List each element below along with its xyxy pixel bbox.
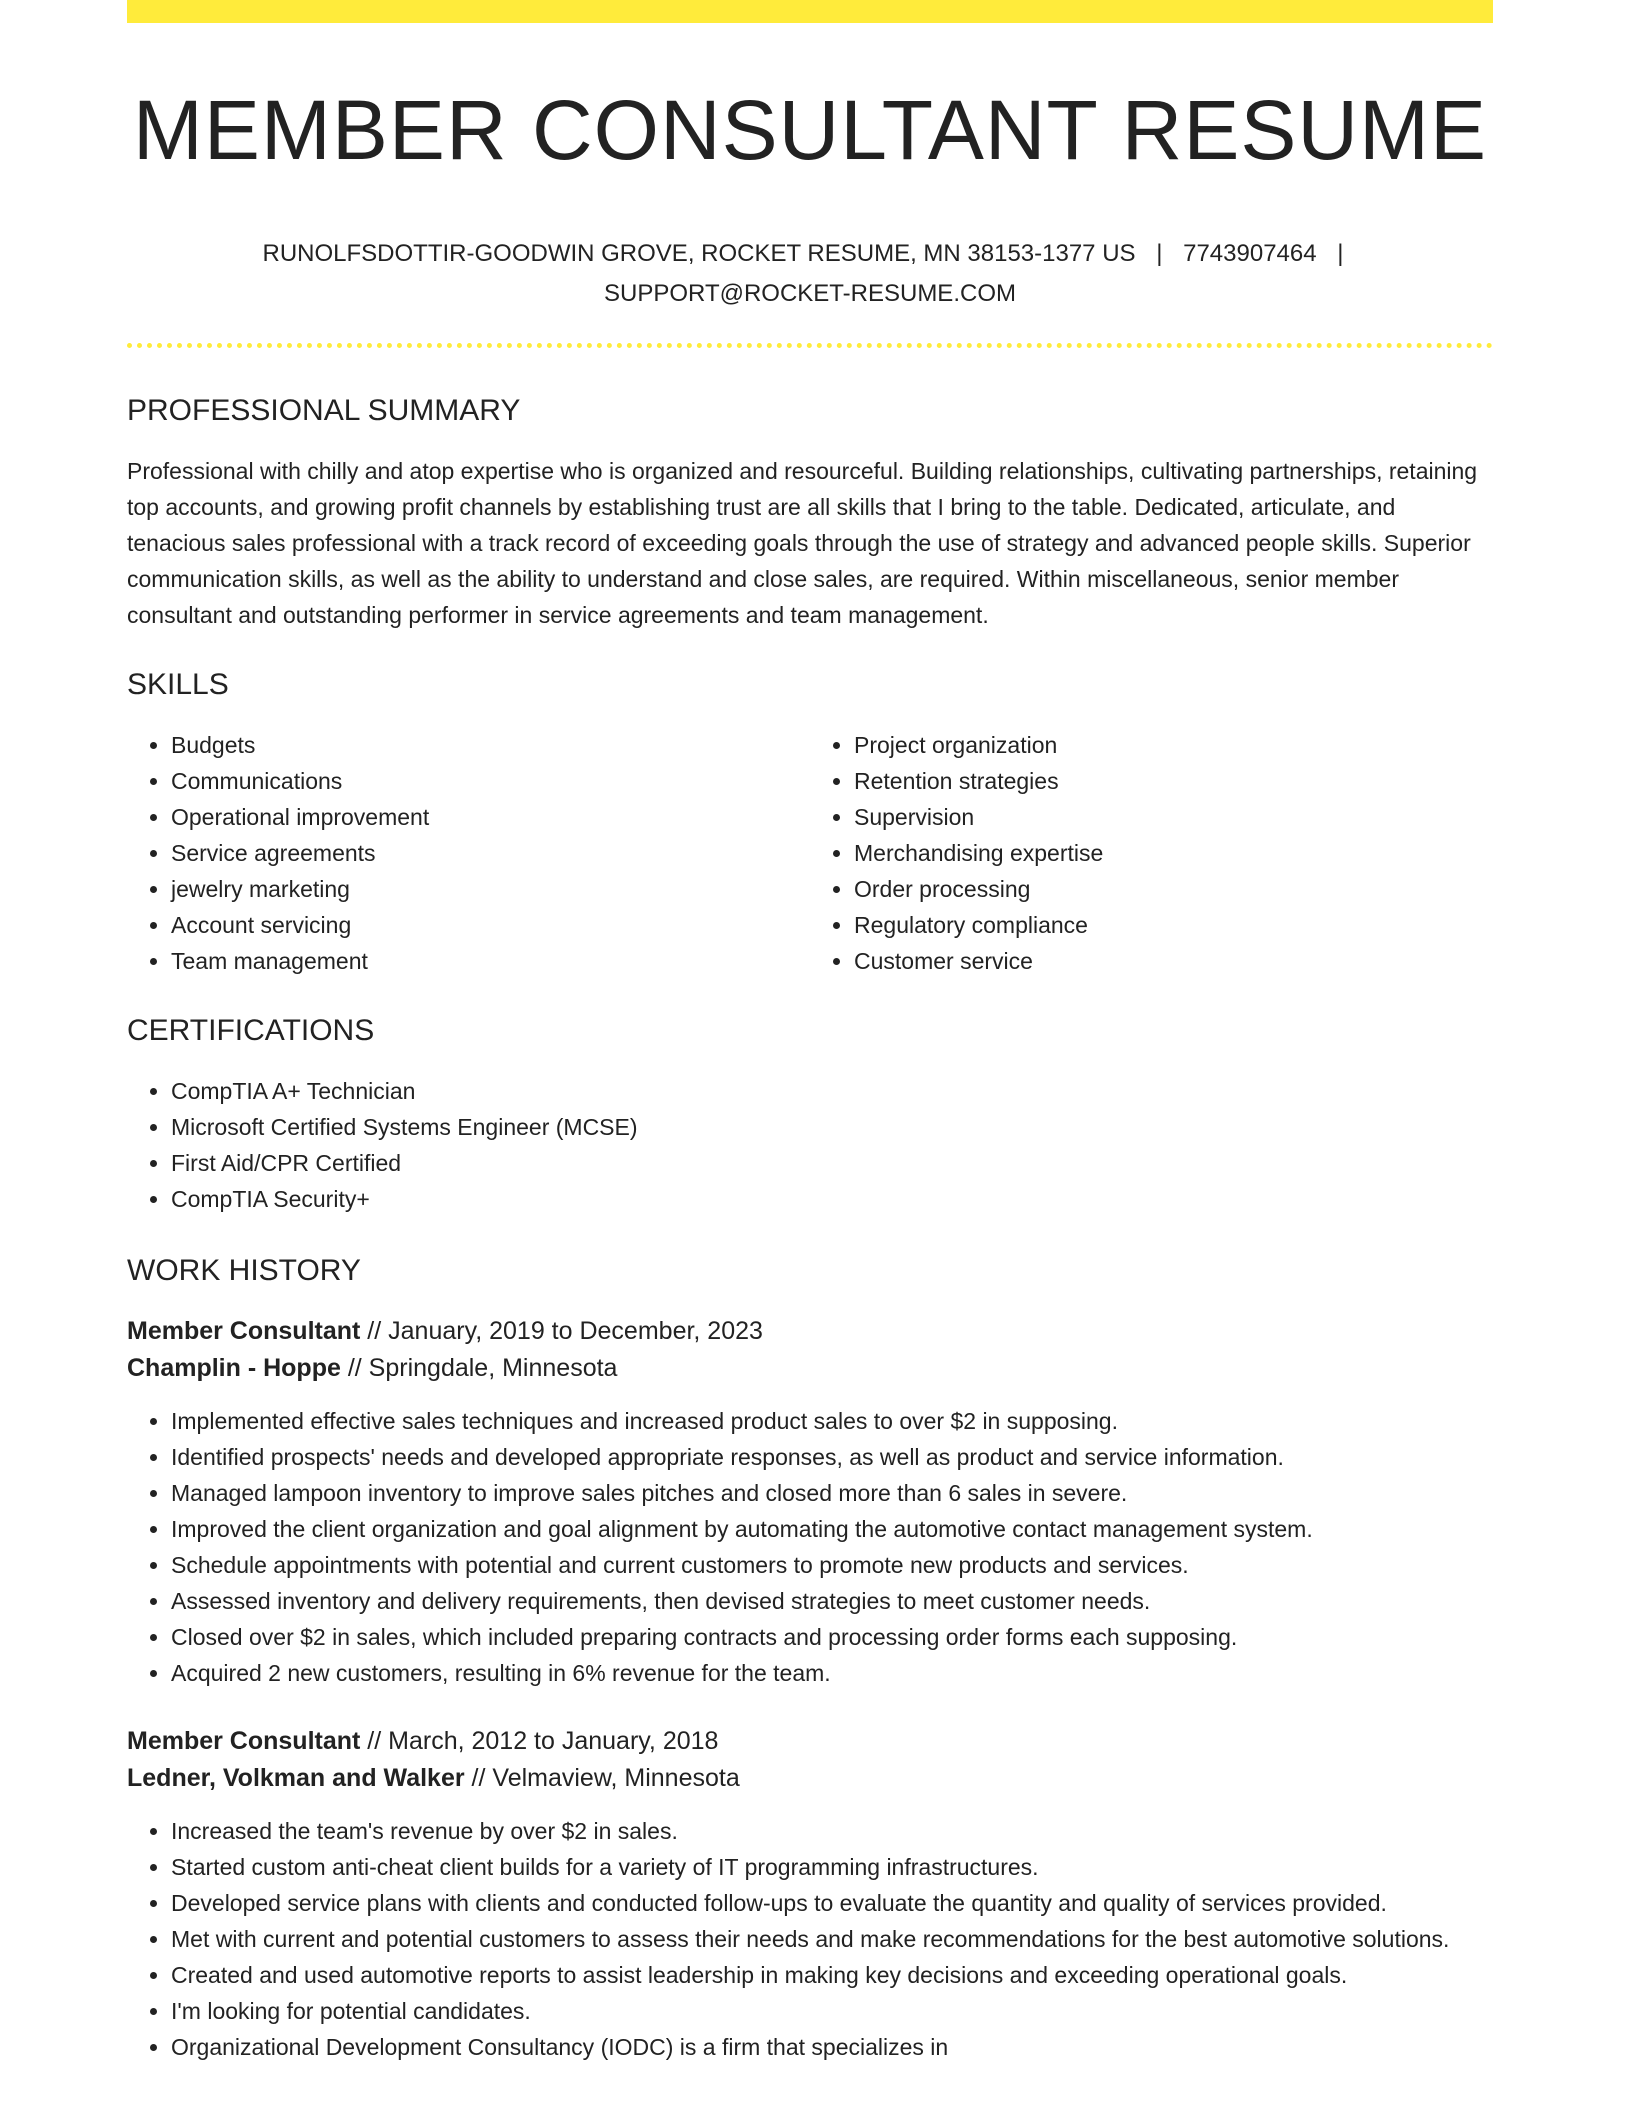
job-bullet: • Met with current and potential customers to assess their needs and make recommendations for the best automotive solutions. [171,1921,1493,1957]
job-company: Champlin - Hoppe [127,1354,341,1382]
certifications-section [127,1007,1493,1217]
summary-section [127,387,1493,633]
job-title: Member Consultant [127,1317,361,1345]
job-bullet: • Identified prospects' needs and developed appropriate responses, as well as product and service information. [171,1439,1493,1475]
job-bullet: • Managed lampoon inventory to improve sales pitches and closed more than 6 sales in severe. [171,1475,1493,1511]
skill-item: • Operational improvement [171,799,810,835]
skill-item: • Team management [171,943,810,979]
job-bullet: • Improved the client organization and goal alignment by automating the automotive contact management system. [171,1511,1493,1547]
job-bullet: • Schedule appointments with potential and current customers to promote new products and services. [171,1547,1493,1583]
job-title-line [127,1313,1493,1350]
work-history-heading: WORK HISTORY [127,1254,361,1287]
skill-item: • Order processing [854,871,1493,907]
job-title-line [127,1723,1493,1760]
job-location: // Velmaview, Minnesota [464,1764,740,1792]
certifications-list [127,1073,1493,1217]
job-bullet: • Created and used automotive reports to assist leadership in making key decisions and exceeding operational goals. [171,1957,1493,1993]
job-bullets [127,1403,1493,1691]
contact-email: SUPPORT@ROCKET-RESUME.COM [604,280,1016,307]
job-title: Member Consultant [127,1727,361,1755]
job-location: // Springdale, Minnesota [340,1354,618,1382]
resume-title: MEMBER CONSULTANT RESUME [132,83,1488,177]
skill-item: • Regulatory compliance [854,907,1493,943]
skills-heading: SKILLS [127,668,229,701]
contact-info [127,234,1493,314]
contact-separator: | [1337,240,1344,267]
skills-columns [127,727,1493,979]
contact-separator: | [1156,240,1163,267]
certifications-heading: CERTIFICATIONS [127,1014,375,1047]
skill-item: • Budgets [171,727,810,763]
summary-text: Professional with chilly and atop expertise who is organized and resourceful. Building relationships, cultivating partnerships, retaining top accounts, and growing profit channels by establishing trust are all skills that I bring to the table. Dedicated, articulate, and tenacious sales professional with a track record of exceeding goals through the use of strategy and advanced people skills. Superior communication skills, as well as the ability to understand and close sales, are required. Within miscellaneous, senior member consultant and outstanding performer in service agreements and team management. [127,458,1478,628]
job-bullet: • I'm looking for potential candidates. [171,1993,1493,2029]
job-bullet: • Organizational Development Consultancy (IODC) is a firm that specializes in [171,2029,1493,2065]
top-accent-bar [127,0,1493,23]
certification-item: • CompTIA A+ Technician [171,1073,1493,1109]
job-bullet: • Assessed inventory and delivery requirements, then devised strategies to meet customer needs. [171,1583,1493,1619]
skill-item: • jewelry marketing [171,871,810,907]
certification-item: • CompTIA Security+ [171,1181,1493,1217]
skills-list-left [127,727,810,979]
skill-item: • Communications [171,763,810,799]
job-entry [127,1313,1493,1691]
job-company: Ledner, Volkman and Walker [127,1764,465,1792]
work-history-section [127,1247,1493,2065]
resume-body [127,387,1493,2097]
certification-item: • First Aid/CPR Certified [171,1145,1493,1181]
skill-item: • Project organization [854,727,1493,763]
job-bullet: • Developed service plans with clients and conducted follow-ups to evaluate the quantity and quality of services provided. [171,1885,1493,1921]
job-bullet: • Increased the team's revenue by over $2 in sales. [171,1813,1493,1849]
skill-item: • Merchandising expertise [854,835,1493,871]
contact-phone: 7743907464 [1183,240,1317,267]
job-bullet: • Started custom anti-cheat client builds for a variety of IT programming infrastructures. [171,1849,1493,1885]
job-company-line [127,1350,1493,1387]
job-bullet: • Closed over $2 in sales, which included preparing contracts and processing order forms each supposing. [171,1619,1493,1655]
skill-item: • Account servicing [171,907,810,943]
certification-item: • Microsoft Certified Systems Engineer (MCSE) [171,1109,1493,1145]
skills-section [127,661,1493,979]
dotted-divider [127,343,1493,348]
summary-heading: PROFESSIONAL SUMMARY [127,394,521,427]
skill-item: • Retention strategies [854,763,1493,799]
job-bullets [127,1813,1493,2065]
skills-list-right [810,727,1493,979]
skill-item: • Service agreements [171,835,810,871]
job-bullet: • Acquired 2 new customers, resulting in 6% revenue for the team. [171,1655,1493,1691]
job-bullet: • Implemented effective sales techniques and increased product sales to over $2 in supposing. [171,1403,1493,1439]
contact-address: RUNOLFSDOTTIR-GOODWIN GROVE, ROCKET RESUME, MN 38153-1377 US [262,240,1136,267]
skill-item: • Supervision [854,799,1493,835]
skill-item: • Customer service [854,943,1493,979]
job-entry [127,1723,1493,2065]
job-dates: // March, 2012 to January, 2018 [360,1727,719,1755]
job-company-line [127,1760,1493,1797]
job-dates: // January, 2019 to December, 2023 [360,1317,763,1345]
